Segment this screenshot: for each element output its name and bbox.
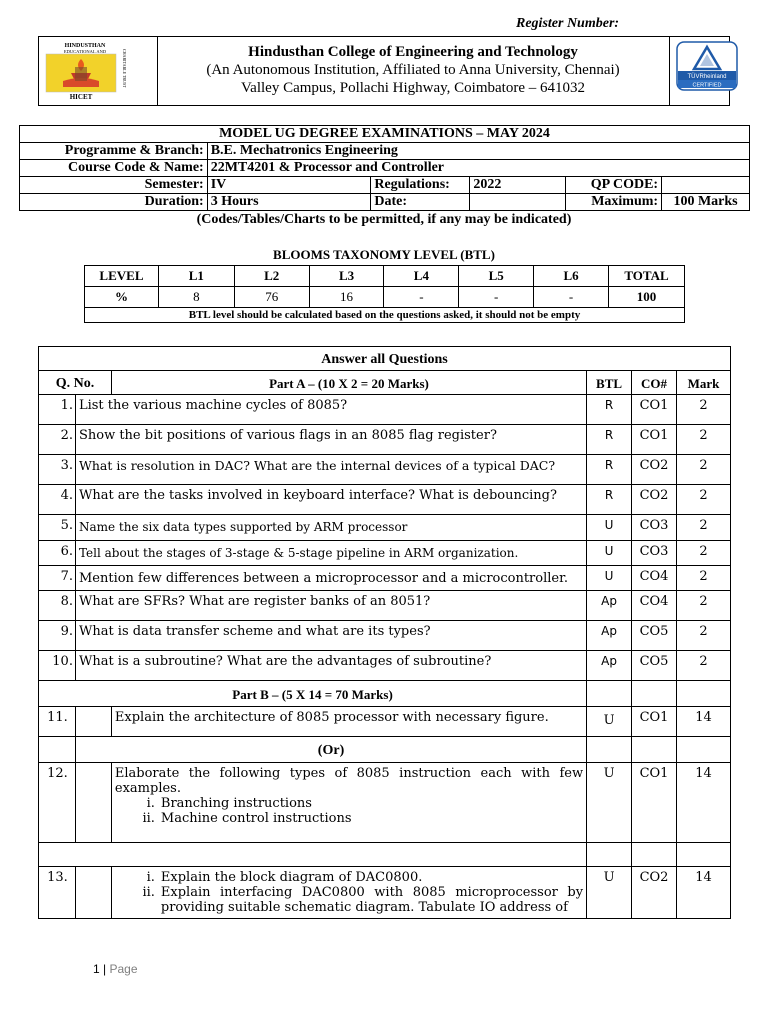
question-co: CO1 <box>632 707 677 737</box>
question-co: CO3 <box>632 515 677 541</box>
question-text: Show the bit positions of various flags in an 8085 flag register? <box>75 425 586 455</box>
empty-cell <box>75 867 111 919</box>
question-text: Tell about the stages of 3-stage & 5-stage pipeline in ARM organization. <box>75 541 586 566</box>
page-footer <box>93 962 138 976</box>
empty-cell <box>677 843 731 867</box>
question-mark: 2 <box>677 651 731 681</box>
empty-cell <box>632 681 677 707</box>
empty-cell <box>677 737 731 763</box>
empty-cell <box>632 737 677 763</box>
qno-header: Q. No. <box>39 371 112 395</box>
question-co: CO1 <box>632 763 677 843</box>
question-btl: U <box>587 867 632 919</box>
college-info <box>159 43 667 97</box>
regulations-label: Regulations: <box>371 177 470 194</box>
btl-header-cell: TOTAL <box>608 266 684 287</box>
question-number: 9. <box>39 621 76 651</box>
question-btl: R <box>587 455 632 485</box>
date-label: Date: <box>371 194 470 211</box>
mark-header: Mark <box>677 371 731 395</box>
question-number: 2. <box>39 425 76 455</box>
question-number: 8. <box>39 591 76 621</box>
maximum-label: Maximum: <box>566 194 662 211</box>
question-text: Name the six data types supported by ARM processor <box>75 515 586 541</box>
qp-code-value <box>662 177 750 194</box>
table-row <box>39 395 731 425</box>
empty-cell <box>677 681 731 707</box>
programme-value: B.E. Mechatronics Engineering <box>207 143 749 160</box>
duration-label: Duration: <box>20 194 208 211</box>
question-number: 3. <box>39 455 76 485</box>
sub-text: Branching instructions <box>160 796 312 811</box>
question-mark: 2 <box>677 455 731 485</box>
question-text: What is resolution in DAC? What are the internal devices of a typical DAC? <box>75 455 586 485</box>
course-value: 22MT4201 & Processor and Controller <box>207 160 749 177</box>
question-number: 1. <box>39 395 76 425</box>
empty-cell <box>587 681 632 707</box>
questions-heading: Answer all Questions <box>39 347 731 371</box>
question-btl: U <box>587 541 632 566</box>
btl-value-cell: - <box>384 287 459 308</box>
table-row <box>39 867 731 919</box>
date-value <box>470 194 566 211</box>
question-text: What are SFRs? What are register banks of an 8051? <box>75 591 586 621</box>
question-number: 10. <box>39 651 76 681</box>
question-mark: 2 <box>677 541 731 566</box>
question-mark: 2 <box>677 566 731 591</box>
empty-cell <box>632 843 677 867</box>
btl-value-cell: - <box>459 287 534 308</box>
empty-cell <box>39 843 587 867</box>
table-row <box>39 763 731 843</box>
question-mark: 2 <box>677 591 731 621</box>
question-text: Mention few differences between a microprocessor and a microcontroller. <box>75 566 586 591</box>
table-row <box>39 707 731 737</box>
svg-text:HINDUSTHAN: HINDUSTHAN <box>64 43 106 49</box>
btl-note: BTL level should be calculated based on the questions asked, it should not be empty <box>85 308 685 323</box>
question-btl: Ap <box>587 621 632 651</box>
btl-header-cell: L2 <box>234 266 309 287</box>
question-btl: R <box>587 395 632 425</box>
sub-roman: ii. <box>142 811 155 826</box>
question-text <box>111 763 586 843</box>
btl-header-cell: L3 <box>309 266 384 287</box>
svg-text:CHARITABLE TRUST: CHARITABLE TRUST <box>122 49 127 88</box>
college-address: Valley Campus, Pollachi Highway, Coimbatore – 641032 <box>241 80 585 96</box>
question-co: CO2 <box>632 867 677 919</box>
duration-value: 3 Hours <box>207 194 371 211</box>
questions-table <box>38 346 731 919</box>
question-btl: U <box>587 515 632 541</box>
question-btl: R <box>587 485 632 515</box>
svg-text:EDUCATIONAL AND: EDUCATIONAL AND <box>63 49 107 54</box>
table-row <box>39 651 731 681</box>
question-mark: 2 <box>677 425 731 455</box>
divider <box>669 37 670 105</box>
table-row <box>39 515 731 541</box>
maximum-value: 100 Marks <box>662 194 750 211</box>
page-number: 1 <box>93 962 100 976</box>
question-co: CO1 <box>632 395 677 425</box>
question-number: 7. <box>39 566 76 591</box>
question-text: What is data transfer scheme and what are its types? <box>75 621 586 651</box>
question-btl: U <box>587 566 632 591</box>
question-co: CO2 <box>632 485 677 515</box>
empty-cell <box>75 707 111 737</box>
question-mark: 2 <box>677 485 731 515</box>
table-row <box>39 566 731 591</box>
part-b-header: Part B – (5 X 14 = 70 Marks) <box>39 681 587 707</box>
btl-value-cell: 76 <box>234 287 309 308</box>
table-row <box>39 485 731 515</box>
question-co: CO2 <box>632 455 677 485</box>
empty-cell <box>587 843 632 867</box>
college-name: Hindusthan College of Engineering and Technology <box>248 44 578 60</box>
question-text-main: Elaborate the following types of 8085 instruction each with few examples. <box>114 766 584 796</box>
question-text: List the various machine cycles of 8085? <box>75 395 586 425</box>
svg-text:TÜVRheinland: TÜVRheinland <box>687 74 727 80</box>
empty-cell <box>587 737 632 763</box>
sub-roman: ii. <box>142 885 155 900</box>
question-number: 11. <box>39 707 76 737</box>
question-mark: 14 <box>677 867 731 919</box>
btl-value-cell: 100 <box>608 287 684 308</box>
question-co: CO4 <box>632 591 677 621</box>
regulations-value: 2022 <box>470 177 566 194</box>
question-number: 12. <box>39 763 76 843</box>
empty-cell <box>75 763 111 843</box>
sub-roman: i. <box>146 870 155 885</box>
empty-cell <box>39 737 76 763</box>
sub-question <box>115 796 583 811</box>
question-mark: 14 <box>677 707 731 737</box>
tuv-certified-logo <box>676 41 738 91</box>
semester-label: Semester: <box>20 177 208 194</box>
table-row <box>39 621 731 651</box>
svg-text:CERTIFIED: CERTIFIED <box>692 82 722 89</box>
question-number: 6. <box>39 541 76 566</box>
question-btl: Ap <box>587 591 632 621</box>
question-btl: Ap <box>587 651 632 681</box>
exam-details-table <box>19 125 750 211</box>
sub-text: Explain interfacing DAC0800 with 8085 microprocessor by providing suitable schematic diagram. Tabulate IO address of <box>160 885 584 915</box>
exam-title: MODEL UG DEGREE EXAMINATIONS – MAY 2024 <box>20 126 750 143</box>
question-co: CO5 <box>632 621 677 651</box>
question-text: What are the tasks involved in keyboard interface? What is debouncing? <box>75 485 586 515</box>
question-text: Explain the architecture of 8085 processor with necessary figure. <box>111 707 586 737</box>
question-text: What is a subroutine? What are the advantages of subroutine? <box>75 651 586 681</box>
college-header <box>38 36 730 106</box>
sub-text: Machine control instructions <box>160 811 352 826</box>
btl-header-cell: LEVEL <box>85 266 159 287</box>
question-mark: 2 <box>677 395 731 425</box>
question-co: CO4 <box>632 566 677 591</box>
question-number: 4. <box>39 485 76 515</box>
sub-question <box>115 885 583 915</box>
sub-question <box>115 811 583 826</box>
question-co: CO3 <box>632 541 677 566</box>
table-row <box>39 425 731 455</box>
question-text <box>111 867 586 919</box>
sub-text: Explain the block diagram of DAC0800. <box>160 870 423 885</box>
footer-separator: | <box>103 962 107 976</box>
page-label: Page <box>109 962 138 976</box>
table-row <box>39 541 731 566</box>
question-number: 5. <box>39 515 76 541</box>
btl-value-cell: 16 <box>309 287 384 308</box>
btl-header-cell: L4 <box>384 266 459 287</box>
co-header: CO# <box>632 371 677 395</box>
table-row <box>39 455 731 485</box>
question-mark: 2 <box>677 515 731 541</box>
question-btl: U <box>587 707 632 737</box>
divider <box>157 37 158 105</box>
sub-roman: i. <box>146 796 155 811</box>
programme-label: Programme & Branch: <box>20 143 208 160</box>
table-row <box>39 591 731 621</box>
btl-header-cell: L6 <box>534 266 609 287</box>
semester-value: IV <box>207 177 371 194</box>
codes-note: (Codes/Tables/Charts to be permitted, if any may be indicated) <box>196 212 572 227</box>
question-mark: 14 <box>677 763 731 843</box>
btl-value-cell: - <box>534 287 609 308</box>
or-label: (Or) <box>75 737 586 763</box>
question-co: CO5 <box>632 651 677 681</box>
btl-table <box>84 265 685 323</box>
btl-value-cell: 8 <box>158 287 234 308</box>
part-a-header: Part A – (10 X 2 = 20 Marks) <box>111 371 586 395</box>
sub-question <box>115 870 583 885</box>
qp-code-label: QP CODE: <box>566 177 662 194</box>
btl-header-cell: L1 <box>158 266 234 287</box>
btl-header-cell: L5 <box>459 266 534 287</box>
course-label: Course Code & Name: <box>20 160 208 177</box>
btl-value-cell: % <box>85 287 159 308</box>
btl-header: BTL <box>587 371 632 395</box>
question-number: 13. <box>39 867 76 919</box>
register-number-label: Register Number: <box>516 16 620 31</box>
svg-text:HICET: HICET <box>69 93 93 101</box>
college-logo <box>41 39 155 103</box>
question-mark: 2 <box>677 621 731 651</box>
question-co: CO1 <box>632 425 677 455</box>
question-btl: U <box>587 763 632 843</box>
question-btl: R <box>587 425 632 455</box>
college-affiliation: (An Autonomous Institution, Affiliated to Anna University, Chennai) <box>206 62 620 78</box>
btl-title: BLOOMS TAXONOMY LEVEL (BTL) <box>273 247 495 262</box>
